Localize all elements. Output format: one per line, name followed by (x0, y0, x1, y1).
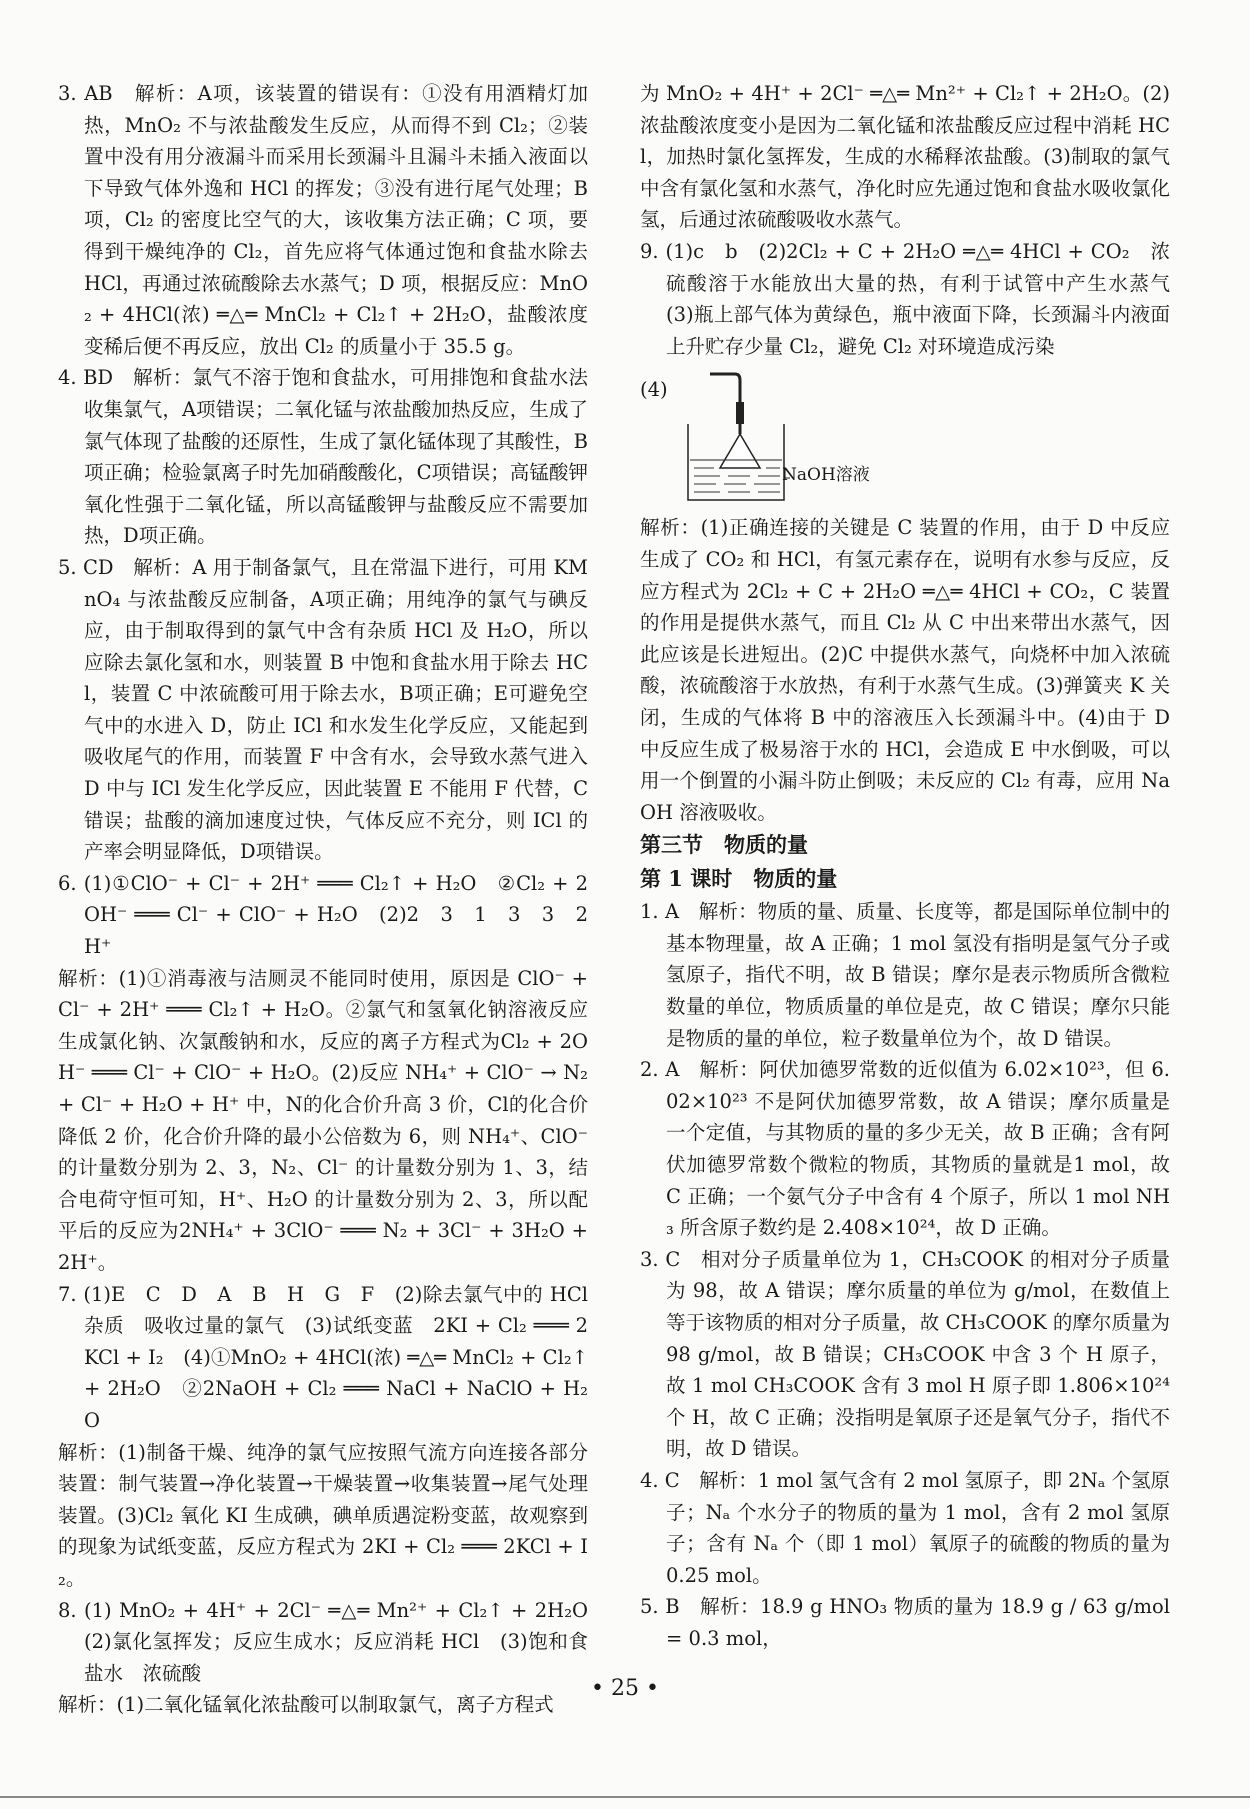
answer-7: 7. (1)E C D A B H G F (2)除去氯气中的 HCl 杂质 吸收过量的氯气 (3)试纸变蓝 2KI + Cl₂ ═══ 2KCl + I₂ (4)①MnO₂ + 4HCl(浓) ═△═ MnCl₂ + Cl₂↑ + 2H₂O ②2NaOH + Cl₂ ═══ NaCl + NaClO + H₂O (58, 1282, 588, 1432)
left-column (58, 78, 608, 1721)
figure-label: (4) (640, 378, 668, 402)
bottom-divider (0, 1796, 1250, 1798)
answer-s3-4: 4. C 解析：1 mol 氢气含有 2 mol 氢原子，即 2Nₐ 个氢原子；Nₐ 个水分子的物质的量为 1 mol，含有 2 mol 氢原子；含有 Nₐ 个（即 1 mol）氧原子的硫酸的物质的量为 0.25 mol。 (640, 1468, 1170, 1587)
answer-8-continued: 为 MnO₂ + 4H⁺ + 2Cl⁻ ═△═ Mn²⁺ + Cl₂↑ + 2H₂O。(2)浓盐酸浓度变小是因为二氧化锰和浓盐酸反应过程中消耗 HCl，加热时氯化氢挥发，生成的水稀释浓盐酸。(3)制取的氯气中含有氯化氢和水蒸气，净化时应先通过饱和食盐水吸收氯化氢，后通过浓硫酸吸收水蒸气。 (640, 82, 1170, 232)
answer-7-explanation: 解析：(1)制备干燥、纯净的氯气应按照气流方向连接各部分装置：制气装置→净化装置→干燥装置→收集装置→尾气处理装置。(3)Cl₂ 氧化 KI 生成碘，碘单质遇淀粉变蓝，故观察到的现象为试纸变蓝，反应方程式为 2KI + Cl₂ ═══ 2KCl + I₂。 (58, 1440, 588, 1590)
apparatus-figure (640, 362, 1170, 512)
answer-4: 4. BD 解析：氯气不溶于饱和食盐水，可用排饱和食盐水法收集氯气，A项错误；二氧化锰与浓盐酸加热反应，生成了氯气体现了盐酸的还原性，生成了氯化锰体现了其酸性，B项正确；检验氯离子时先加硝酸酸化，C项错误；高锰酸钾氧化性强于二氧化锰，所以高锰酸钾与盐酸反应不需要加热，D项正确。 (58, 366, 588, 548)
answer-9-explanation: 解析：(1)正确连接的关键是 C 装置的作用，由于 D 中反应生成了 CO₂ 和 HCl，有氢元素存在，说明有水参与反应，反应方程式为 2Cl₂ + C + 2H₂O ═△═ 4HCl + CO₂，C 装置的作用是提供水蒸气，而且 Cl₂ 从 C 中出来带出水蒸气，因此应该是长进短出。(2)C 中提供水蒸气，向烧杯中加入浓硫酸，浓硫酸溶于水放热，有利于水蒸气生成。(3)弹簧夹 K 关闭，生成的气体将 B 中的溶液压入长颈漏斗中。(4)由于 D 中反应生成了极易溶于水的 HCl，会造成 E 中水倒吸，可以用一个倒置的小漏斗防止倒吸；未反应的 Cl₂ 有毒，应用 NaOH 溶液吸收。 (640, 516, 1170, 824)
lesson-title: 第 1 课时 物质的量 (640, 866, 838, 892)
answer-3: 3. AB 解析：A项，该装置的错误有：①没有用酒精灯加热，MnO₂ 不与浓盐酸发生反应，从而得不到 Cl₂；②装置中没有用分液漏斗而采用长颈漏斗且漏斗未插入液面以下导致气体外逸和 HCl 的挥发；③没有进行尾气处理；B 项，Cl₂ 的密度比空气的大，该收集方法正确；C 项，要得到干燥纯净的 Cl₂，首先应将气体通过饱和食盐水除去 HCl，再通过浓硫酸除去水蒸气；D 项，根据反应：MnO₂ + 4HCl(浓) ═△═ MnCl₂ + Cl₂↑ + 2H₂O，盐酸浓度变稀后便不再反应，放出 Cl₂ 的质量小于 35.5 g。 (58, 82, 588, 358)
page-number: • 25 • (591, 1676, 659, 1701)
answer-9: 9. (1)c b (2)2Cl₂ + C + 2H₂O ═△═ 4HCl + CO₂ 浓硫酸溶于水能放出大量的热，有利于试管中产生水蒸气 (3)瓶上部气体为黄绿色，瓶中液面下降，长颈漏斗内液面上升贮存少量 Cl₂，避免 Cl₂ 对环境造成污染 (640, 239, 1190, 358)
answer-s3-5: 5. B 解析：18.9 g HNO₃ 物质的量为 18.9 g / 63 g/mol = 0.3 mol， (640, 1595, 1170, 1650)
answer-s3-1: 1. A 解析：物质的量、质量、长度等，都是国际单位制中的基本物理量，故 A 正确；1 mol 氢没有指明是氢气分子或氢原子，指代不明，故 B 错误；摩尔是表示物质所含微粒数量的单位，物质质量的单位是克，故 C 错误；摩尔只能是物质的量的单位，粒子数量单位为个，故 D 错误。 (640, 900, 1170, 1050)
naoh-solution-label: NaOH溶液 (782, 465, 870, 486)
answer-s3-2: 2. A 解析：阿伏加德罗常数的近似值为 6.02×10²³，但 6.02×10²³ 不是阿伏加德罗常数，故 A 错误；摩尔质量是一个定值，与其物质的量的多少无关，故 B 正确；含有阿伏加德罗常数个微粒的物质，其物质的量就是1 mol，故 C 正确；一个氨气分子中含有 4 个原子，所以 1 mol NH₃ 所含原子数约是 2.408×10²⁴，故 D 正确。 (640, 1058, 1170, 1240)
answer-8-explanation: 解析：(1)二氧化锰氧化浓盐酸可以制取氯气，离子方程式 (58, 1693, 554, 1717)
inverted-funnel-diagram (680, 364, 790, 509)
answer-s3-3: 3. C 相对分子质量单位为 1，CH₃COOK 的相对分子质量为 98，故 A 错误；摩尔质量的单位为 g/mol，在数值上等于该物质的相对分子质量，故 CH₃COOK 的摩尔质量为 98 g/mol，故 B 错误；CH₃COOK 中含 3 个 H 原子，故 1 mol CH₃COOK 含有 3 mol H 原子即 1.806×10²⁴ 个 H，故 C 正确；没指明是氧原子还是氧气分子，指代不明，故 D 错误。 (640, 1247, 1170, 1461)
right-column (640, 78, 1190, 1655)
answer-5: 5. CD 解析：A 用于制备氯气，且在常温下进行，可用 KMnO₄ 与浓盐酸反应制备，A项正确；用纯净的氯气与碘反应，由于制取得到的氯气中含有杂质 HCl 及 H₂O，所以应除去氯化氢和水，则装置 B 中饱和食盐水用于除去 HCl，装置 C 中浓硫酸可用于除去水，B项正确；E可避免空气中的水进入 D，防止 ICl 和水发生化学反应，又能起到吸收尾气的作用，而装置 F 中含有水，会导致水蒸气进入 D 中与 ICl 发生化学反应，因此装置 E 不能用 F 代替，C 错误；盐酸的滴加速度过快，气体反应不充分，则 ICl 的产率会明显降低，D项错误。 (58, 555, 588, 864)
answer-6: 6. (1)①ClO⁻ + Cl⁻ + 2H⁺ ═══ Cl₂↑ + H₂O ②Cl₂ + 2OH⁻ ═══ Cl⁻ + ClO⁻ + H₂O (2)2 3 1 3 3 2H⁺ (58, 871, 588, 959)
section-title: 第三节 物质的量 (640, 832, 808, 858)
answer-8: 8. (1) MnO₂ + 4H⁺ + 2Cl⁻ ═△═ Mn²⁺ + Cl₂↑ + 2H₂O (2)氯化氢挥发；反应生成水；反应消耗 HCl (3)饱和食盐水 浓硫酸 (58, 1598, 608, 1685)
answer-6-explanation: 解析：(1)①消毒液与洁厕灵不能同时使用，原因是 ClO⁻ + Cl⁻ + 2H⁺ ═══ Cl₂↑ + H₂O。②氯气和氢氧化钠溶液反应生成氯化钠、次氯酸钠和水，反应的离子方程式为Cl₂ + 2OH⁻ ═══ Cl⁻ + ClO⁻ + H₂O。(2)反应 NH₄⁺ + ClO⁻ → N₂ + Cl⁻ + H₂O + H⁺ 中，N的化合价升高 3 价，Cl的化合价降低 2 价，化合价升降的最小公倍数为 6，则 NH₄⁺、ClO⁻ 的计量数分别为 2、3，N₂、Cl⁻ 的计量数分别为 1、3，结合电荷守恒可知，H⁺、H₂O 的计量数分别为 2、3，所以配平后的反应为2NH₄⁺ + 3ClO⁻ ═══ N₂ + 3Cl⁻ + 3H₂O + 2H⁺。 (58, 966, 588, 1274)
